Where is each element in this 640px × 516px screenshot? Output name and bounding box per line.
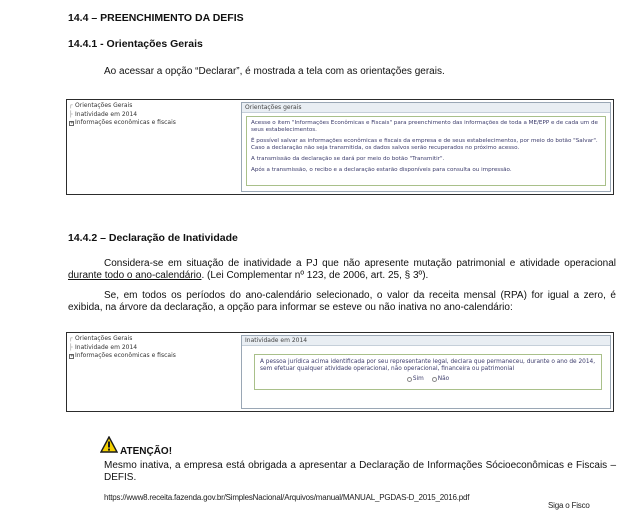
footer-label: Siga o Fisco [548,501,590,510]
paragraph-inatividade-rpa: Se, em todos os períodos do ano-calendário selecionado, o valor da receita mensal (RPA) for igual a zero, é exibida, na árvore da declaração, a opção para informar se esteve ou não inativa no ano-calendário: [68,290,616,313]
radio-sim[interactable]: Sim [407,376,424,383]
tree-item-informacoes[interactable]: + Informações econômicas e fiscais [70,352,176,359]
radio-icon[interactable] [407,377,412,382]
orientacao-paragraph: É possível salvar as informações econômicas e fiscais da empresa e de seus estabelecimentos, por meio do botão "Salvar". Caso a declaração não seja transmitida, os dados salvos serão recuperados no próximo acesso. [251,138,598,151]
declaration-tree [69,335,239,361]
section-title: 14.4 – PREENCHIMENTO DA DEFIS [68,12,244,24]
radio-icon[interactable] [432,377,437,382]
inatividade-box [254,354,602,390]
expand-icon[interactable]: + [70,353,74,359]
intro-text: Ao acessar a opção “Declarar”, é mostrada a tela com as orientações gerais. [104,66,445,77]
source-url[interactable]: https://www8.receita.fazenda.gov.br/SimplesNacional/Arquivos/manual/MANUAL_PGDAS-D_2015_2016.pdf [104,493,470,502]
subsection-title-orientacoes: 14.4.1 - Orientações Gerais [68,38,203,50]
paragraph-inatividade-definicao: Considera-se em situação de inatividade a PJ que não apresente mutação patrimonial e atividade operacional durante todo o ano-calendário. (Lei Complementar nº 123, de 2006, art. 25, § 3º). [68,258,616,281]
warning-text: Mesmo inativa, a empresa está obrigada a apresentar a Declaração de Informações Sócioeconômicas e Fiscais – DEFIS. [104,460,616,483]
subsection-title-inatividade: 14.4.2 – Declaração de Inatividade [68,232,238,244]
orientacao-paragraph: A transmissão da declaração se dará por meio do botão "Transmitir". [251,156,445,162]
tree-item-inatividade[interactable]: ├ Inatividade em 2014 [69,110,138,118]
warning-title: ATENÇÃO! [120,446,173,457]
screenshot-orientacoes [66,99,614,195]
inatividade-text: A pessoa jurídica acima identificada por seu representante legal, declara que permaneceu, durante o ano de 2014, sem efetuar qualquer atividade operacional, não operacional, financeira ou patrimonial [260,359,596,372]
panel-title: Orientações gerais [242,103,610,113]
tree-item-informacoes[interactable]: + Informações econômicas e fiscais [70,119,176,126]
warning-icon [100,436,118,458]
orientacao-paragraph: Acesse o item "Informações Econômicas e Fiscais" para preenchimento das informações de toda a ME/EPP e de cada um de seus estabelecimentos. [251,120,598,133]
expand-icon[interactable]: + [70,120,74,126]
screenshot-inatividade [66,332,614,412]
declaration-tree [69,102,239,128]
orientacao-paragraph: Após a transmissão, o recibo e a declaração estarão disponíveis para consulta ou impressão. [251,167,512,173]
orientacoes-box [246,116,606,186]
inatividade-panel [241,335,611,409]
tree-item-orientacoes[interactable]: ┌ Orientações Gerais [69,335,133,342]
panel-title: Inatividade em 2014 [242,336,610,346]
radio-nao[interactable]: Não [432,376,449,383]
orientacoes-panel [241,102,611,192]
tree-item-orientacoes[interactable]: ┌ Orientações Gerais [69,102,133,109]
tree-item-inatividade[interactable]: ├ Inatividade em 2014 [69,343,138,351]
inatividade-options [260,376,596,383]
